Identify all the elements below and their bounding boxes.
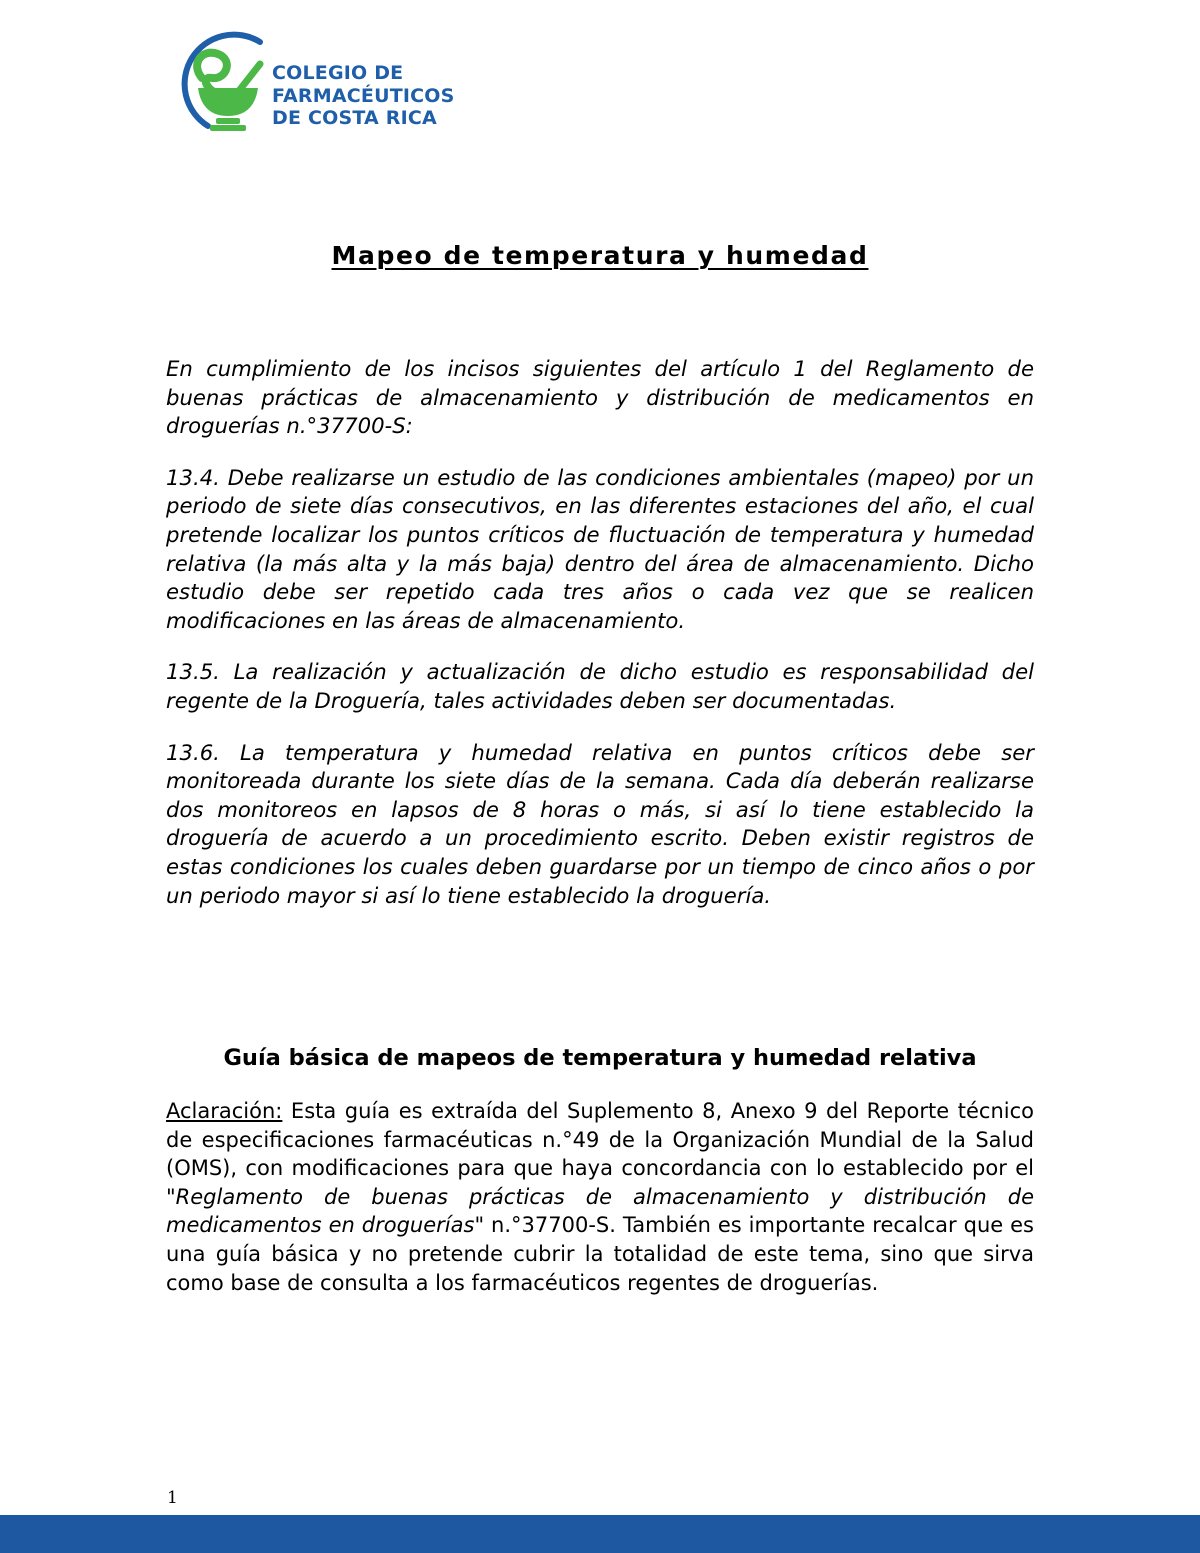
clause-13-5: 13.5. La realización y actualización de dicho estudio es responsabilidad del regente de la Droguería, tales actividades deben ser documentadas.: [166, 659, 1034, 713]
document-title: Mapeo de temperatura y humedad: [331, 241, 869, 270]
section-title: Guía básica de mapeos de temperatura y humedad relativa: [223, 1045, 977, 1071]
page-number: 1: [167, 1488, 178, 1508]
regulation-excerpt: [166, 355, 1034, 933]
clarification-text-start: Esta guía es extraída del Suplemento 8, Anexo 9 del Reporte técnico de especificaciones farmacéuticas n.°49 de la Organización Mundial de la Salud (OMS), con modificaciones para que haya concordancia con lo establecido por el ": [166, 1099, 1034, 1209]
intro-paragraph: En cumplimiento de los incisos siguientes del artículo 1 del Reglamento de buenas prácticas de almacenamiento y distribución de medicamentos en droguerías n.°37700-S:: [166, 356, 1034, 439]
clause-13-6: 13.6. La temperatura y humedad relativa en puntos críticos debe ser monitoreada durante los siete días de la semana. Cada día deberán realizarse dos monitoreos en lapsos de 8 horas o más, si así lo tiene establecido la droguería de acuerdo a un procedimiento escrito. Deben existir registros de estas condiciones los cuales deben guardarse por un tiempo de cinco años o por un periodo mayor si así lo tiene establecido la droguería.: [166, 739, 1034, 908]
logo-line-1: COLEGIO DE: [272, 62, 404, 84]
clarification-label: Aclaración:: [166, 1099, 283, 1123]
organization-logo: [168, 26, 488, 136]
clarification-paragraph: [166, 1097, 1034, 1297]
logo-line-3: DE COSTA RICA: [272, 107, 437, 129]
clarification-text-end: " n.°37700-S. También es importante recalcar que es una guía básica y no pretende cubrir la totalidad de este tema, sino que sirva como base de consulta a los farmacéuticos regentes de droguerías.: [166, 1213, 1034, 1295]
logo-line-2: FARMACÉUTICOS: [272, 84, 455, 107]
pharmacy-emblem-icon: [168, 26, 272, 136]
logo-wordmark: [272, 62, 455, 130]
clause-13-4: 13.4. Debe realizarse un estudio de las condiciones ambientales (mapeo) por un periodo de siete días consecutivos, en las diferentes estaciones del año, el cual pretende localizar los puntos críticos de fluctuación de temperatura y humedad relativa (la más alta y la más baja) dentro del área de almacenamiento. Dicho estudio debe ser repetido cada tres años o cada vez que se realicen modificaciones en las áreas de almacenamiento.: [166, 464, 1034, 633]
document-title-container: [0, 241, 1200, 270]
footer-bar: [0, 1515, 1200, 1553]
regulation-name: Reglamento de buenas prácticas de almacenamiento y distribución de medicamentos en droguerías: [166, 1184, 1034, 1238]
